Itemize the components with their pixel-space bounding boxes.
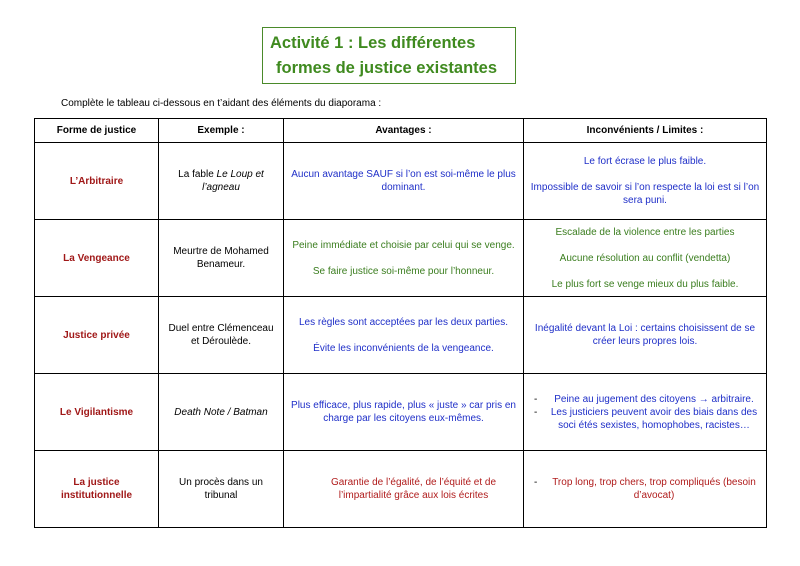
exemple-cell: Un procès dans un tribunal — [159, 451, 284, 528]
inconvenients-list — [528, 476, 762, 502]
inconvenient-item: - Trop long, trop chers, trop compliqués (besoin d’avocat) — [528, 476, 762, 502]
inconvenients-cell — [524, 220, 767, 297]
forme-cell: La justice institutionnelle — [35, 451, 159, 528]
inconvenients-cell — [524, 143, 767, 220]
avantages-cell — [284, 220, 524, 297]
activity-title-line1: Activité 1 : Les différentes — [270, 34, 476, 52]
avantage-item: Évite les inconvénients de la vengeance. — [313, 342, 494, 354]
avantage-item: Aucun avantage SAUF si l’on est soi-même le plus dominant. — [291, 169, 516, 193]
inconvenients-cell — [524, 297, 767, 374]
inconvenient-item: Impossible de savoir si l’on respecte la loi est si l’on sera puni. — [530, 182, 760, 206]
inconvenient-item: Le fort écrase le plus faible. — [583, 156, 707, 167]
avantage-item: Les règles sont acceptées par les deux parties. — [298, 316, 508, 328]
avantage-item: Peine immédiate et choisie par celui qui se venge. — [292, 239, 515, 251]
avantages-cell — [284, 374, 524, 451]
exemple-cell — [159, 143, 284, 220]
forme-cell: L’Arbitraire — [35, 143, 159, 220]
justice-table — [34, 118, 767, 528]
table-row — [35, 143, 767, 220]
table-row — [35, 220, 767, 297]
forme-cell: La Vengeance — [35, 220, 159, 297]
inconvenient-item: Inégalité devant la Loi : certains choisissent de se créer leurs propres lois. — [534, 323, 756, 347]
exemple-title: Death Note / Batman — [174, 406, 268, 418]
inconvenient-item: - Peine au jugement des citoyens → arbitraire. — [528, 393, 762, 406]
inconvenient-item: Le plus fort se venge mieux du plus faible. — [551, 278, 739, 290]
inconvenients-cell — [524, 374, 767, 451]
table-header-row — [35, 119, 767, 143]
instruction-text: Complète le tableau ci-dessous en t’aidant des éléments du diaporama : — [61, 98, 382, 109]
inconvenients-cell — [524, 451, 767, 528]
avantages-cell — [284, 143, 524, 220]
avantage-item: Garantie de l’égalité, de l’équité et de l’impartialité grâce aux lois écrites — [330, 477, 497, 501]
table-row — [35, 451, 767, 528]
exemple-text: La fable — [178, 169, 217, 180]
header-inconvenients: Inconvénients / Limites : — [524, 119, 767, 143]
avantages-cell — [284, 451, 524, 528]
avantage-item: Plus efficace, plus rapide, plus « juste » car pris en charge par les citoyens eux-mêmes. — [291, 400, 516, 424]
forme-cell: Justice privée — [35, 297, 159, 374]
header-avantages: Avantages : — [284, 119, 524, 143]
header-forme: Forme de justice — [35, 119, 159, 143]
forme-cell: Le Vigilantisme — [35, 374, 159, 451]
activity-title-line2: formes de justice existantes — [276, 59, 498, 77]
exemple-cell: Duel entre Clémenceau et Déroulède. — [159, 297, 284, 374]
table-row — [35, 374, 767, 451]
exemple-cell — [159, 374, 284, 451]
avantage-item: Se faire justice soi-même pour l’honneur. — [312, 265, 495, 277]
avantages-cell — [284, 297, 524, 374]
inconvenients-list — [528, 393, 762, 432]
inconvenient-item: Escalade de la violence entre les parties — [555, 226, 735, 238]
inconvenient-item: - Les justiciers peuvent avoir des biais dans des soci étés sexistes, homophobes, racistes… — [528, 406, 762, 432]
exemple-cell: Meurtre de Mohamed Benameur. — [159, 220, 284, 297]
inconvenient-item: Aucune résolution au conflit (vendetta) — [559, 252, 731, 264]
exemple-title: Le Loup et l’agneau — [202, 169, 264, 193]
activity-title-box — [262, 27, 516, 84]
table-row — [35, 297, 767, 374]
header-exemple: Exemple : — [159, 119, 284, 143]
